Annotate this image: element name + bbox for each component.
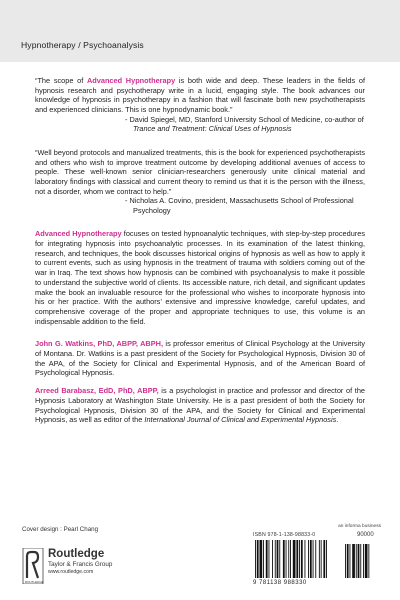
isbn-text: ISBN 978-1-138-98833-0 xyxy=(253,532,316,538)
publisher-block xyxy=(22,548,112,588)
endorsement-2: “Well beyond protocols and manualized treatments, this is the book for experienced psychotherapists and others who wish to improve treatment outcome by developing additional avenues of access to people. These well-known senior clinician-researchers generously unite clinical material and laboratory findings with classical and current theory to remind us that it is the person with the illness, not a disorder, whom we contract to help.” xyxy=(35,147,365,196)
publisher-group: Taylor & Francis Group xyxy=(48,561,113,568)
author-bio-text: is a psychologist in practice and professor and director of the Hypnosis Laboratory at Washington State University. He is a past president of both the Society for Psychological Hypnosis, Division 30 of the APA, and the Society for Clinical and Experimental Hypnosis, as well as editor of the xyxy=(35,386,365,425)
author-name: Arreed Barabasz, EdD, PhD, ABPP, xyxy=(35,386,159,396)
attribution-line: - David Spiegel, MD, Stanford University School of Medicine, co-author of xyxy=(125,114,364,124)
barcode-icon xyxy=(253,540,381,580)
endorsement-1-attribution xyxy=(125,115,365,134)
journal-title: International Journal of Clinical and Experimental Hypnosis xyxy=(144,415,337,425)
publisher-text xyxy=(48,548,112,575)
publisher-url: www.routledge.com xyxy=(48,569,94,575)
book-title-inline: Advanced Hypnotherapy xyxy=(86,76,176,85)
cover-design-credit: Cover design : Pearl Chang xyxy=(22,526,99,533)
endorsement-text: is both wide and deep. These leaders in the fields of hypnosis research and psychotherapy write in a lucid, engaging style. The book advances our knowledge of hypnosis in psychotherapy in a fashion that will fascinate both new psychotherapists and experienced clinicians. This is one hypnodynamic book.” xyxy=(35,76,365,115)
period: . xyxy=(336,415,339,425)
book-description xyxy=(35,229,365,326)
price-code: 90000 xyxy=(357,532,374,538)
attribution-book: Trance and Treatment: Clinical Uses of Hypnosis xyxy=(133,124,292,134)
svg-text:ROUTLEDGE: ROUTLEDGE xyxy=(25,580,44,584)
endorsement-1 xyxy=(35,76,365,115)
attribution-line-2: Psychology xyxy=(133,205,171,215)
author-name: John G. Watkins, PhD, ABPP, ABPH, xyxy=(35,339,163,349)
back-cover-content xyxy=(35,76,365,425)
isbn-number: 9 781138 988330 xyxy=(253,580,307,586)
author-bio-1 xyxy=(35,339,365,378)
publisher-name: Routledge xyxy=(48,548,105,560)
author-bio-text: is professor emeritus of Clinical Psychology at the University of Montana. Dr. Watkins is a past president of the Society for Psychological Hypnosis, Division 30 of the APA, of the Society for Clinical and Experimental Hypnosis, and of the American Board of Psychological Hypnosis. xyxy=(35,339,365,378)
quote-open: “The scope of xyxy=(35,76,87,85)
informa-label: an informa business xyxy=(338,524,381,529)
header-band xyxy=(0,0,400,62)
endorsement-2-attribution xyxy=(125,196,365,215)
isbn-barcode xyxy=(253,524,381,588)
book-title-inline: Advanced Hypnotherapy xyxy=(35,229,122,239)
attribution-line: - Nicholas A. Covino, president, Massachusetts School of Professional xyxy=(125,196,354,206)
author-bio-2 xyxy=(35,386,365,425)
category-label: Hypnotherapy / Psychoanalysis xyxy=(21,40,144,50)
routledge-logo-icon xyxy=(22,548,44,584)
description-text: focuses on tested hypnoanalytic techniques, with step-by-step procedures for integrating hypnosis into psychoanalytic processes. In its examination of the latest thinking, research, and techniques, the book discusses historical origins of hypnosis as well as how to apply it to current events, such as using hypnosis in the treatment of trauma with soldiers coming out of the war in Iraq. The text shows how hypnosis can be combined with psychoanalysis to make it possible to understand the subjective world of clients. Its accessible nature, rich detail, and significant updates make the book an invaluable resource for the professional who wishes to incorporate hypnosis into his or her practice. With the authors’ extensive and impressive knowledge, careful updates, and comprehensive coverage of the proper and appropriate techniques to use, this volume is an indispensable addition to the field. xyxy=(35,229,365,326)
